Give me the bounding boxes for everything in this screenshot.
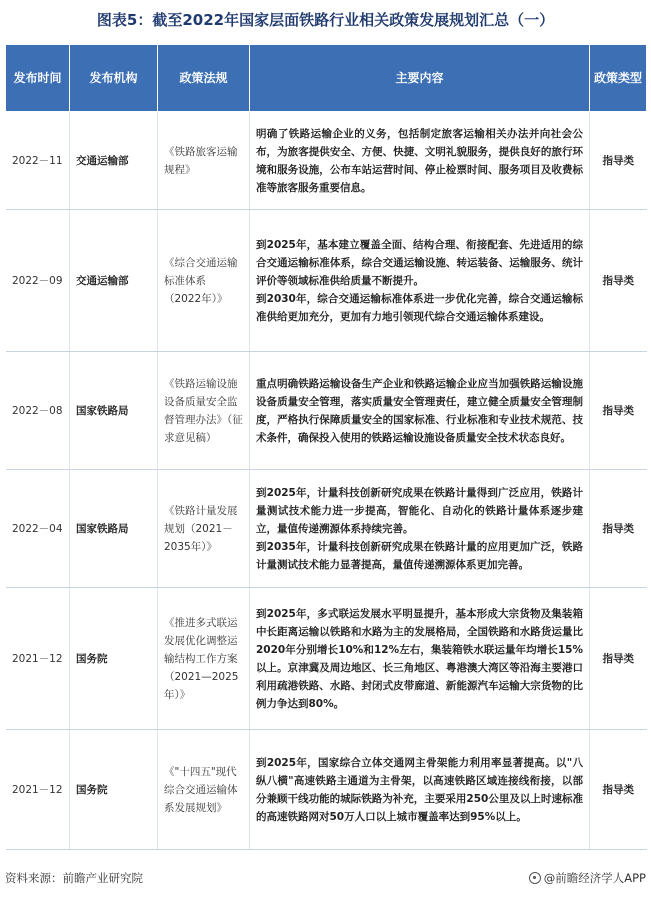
content-paragraph: 到2035年，计量科技创新研究成果在铁路计量的应用更加广泛，铁路计量测试技术能力显著提高，量值传递溯源体系更加完善。 — [256, 540, 583, 571]
cell-org: 国家铁路局 — [70, 470, 158, 588]
cell-type: 指导类 — [590, 588, 647, 730]
cell-regulation: 《铁路计量发展规划（2021－2035年）》 — [158, 470, 250, 588]
content-paragraph: 到2025年，计量科技创新研究成果在铁路计量得到广泛应用，铁路计量测试技术能力进一步提高，智能化、自动化的铁路计量体系逐步建立，量值传递溯源体系持续完善。 — [256, 486, 583, 535]
source-note: 资料来源：前瞻产业研究院 — [5, 871, 143, 885]
content-paragraph: 明确了铁路运输企业的义务，包括制定旅客运输相关办法并向社会公布，为旅客提供安全、方便、快捷、文明礼貌服务，提供良好的旅行环境和服务设施，公布车站运营时间、停止检票时间、服务项目及收费标准等旅客服务重要信息。 — [256, 127, 583, 194]
cell-type: 指导类 — [590, 210, 647, 352]
cell-content — [250, 210, 590, 352]
footer — [5, 868, 646, 888]
brand-credit — [529, 868, 646, 888]
cell-content — [250, 470, 590, 588]
cell-type: 指导类 — [590, 470, 647, 588]
cell-date: 2022－04 — [6, 470, 70, 588]
cell-date: 2021－12 — [6, 730, 70, 850]
cell-regulation: 《铁路运输设施设备质量安全监督管理办法》（征求意见稿） — [158, 352, 250, 470]
cell-regulation: 《综合交通运输标准体系（2022年）》 — [158, 210, 250, 352]
content-paragraph: 重点明确铁路运输设备生产企业和铁路运输企业应当加强铁路运输设施设备质量安全管理，落实质量安全管理责任，建立健全质量安全管理制度，严格执行保障质量安全的国家标准、行业标准和专业技术规范、技术条件，确保投入使用的铁路运输设施设备质量安全技术状态良好。 — [256, 377, 583, 444]
table-row — [6, 112, 647, 210]
content-paragraph: 到2025年，国家综合立体交通网主骨架能力利用率显著提高。以"八纵八横"高速铁路主通道为主骨架，以高速铁路区域连接线衔接，以部分兼顾干线功能的城际铁路为补充，主要采用250公里及以上时速标准的高速铁路网对50万人口以上城市覆盖率达到95%以上。 — [256, 756, 583, 823]
table-row — [6, 470, 647, 588]
cell-regulation: 《推进多式联运发展优化调整运输结构工作方案（2021—2025年）》 — [158, 588, 250, 730]
policy-table — [5, 44, 647, 850]
header-regulation: 政策法规 — [158, 45, 250, 112]
header-type: 政策类型 — [590, 45, 647, 112]
table-header-row — [6, 45, 647, 112]
cell-content — [250, 588, 590, 730]
cell-org: 交通运输部 — [70, 210, 158, 352]
cell-type: 指导类 — [590, 352, 647, 470]
cell-org: 国家铁路局 — [70, 352, 158, 470]
cell-org: 交通运输部 — [70, 112, 158, 210]
table-row — [6, 588, 647, 730]
cell-date: 2021－12 — [6, 588, 70, 730]
cell-date: 2022－09 — [6, 210, 70, 352]
cell-org: 国务院 — [70, 588, 158, 730]
content-paragraph: 到2030年，综合交通运输标准体系进一步优化完善，综合交通运输标准供给更加充分，更加有力地引领现代综合交通运输体系建设。 — [256, 292, 583, 323]
cell-date: 2022－08 — [6, 352, 70, 470]
cell-content — [250, 112, 590, 210]
table-row — [6, 730, 647, 850]
cell-regulation: 《铁路旅客运输规程》 — [158, 112, 250, 210]
table-row — [6, 210, 647, 352]
header-content: 主要内容 — [250, 45, 590, 112]
content-paragraph: 到2025年，多式联运发展水平明显提升，基本形成大宗货物及集装箱中长距离运输以铁路和水路为主的发展格局，全国铁路和水路货运量比2020年分别增长10%和12%左右，集装箱铁水联运量年均增长15%以上。京津冀及周边地区、长三角地区、粤港澳大湾区等沿海主要港口利用疏港铁路、水路、封闭式皮带廊道、新能源汽车运输大宗货物的比例力争达到80%。 — [256, 607, 583, 710]
page-title: 图表5：截至2022年国家层面铁路行业相关政策发展规划汇总（一） — [96, 11, 555, 29]
cell-type: 指导类 — [590, 730, 647, 850]
header-org: 发布机构 — [70, 45, 158, 112]
content-paragraph: 到2025年，基本建立覆盖全面、结构合理、衔接配套、先进适用的综合交通运输标准体系，综合交通运输设施、转运装备、运输服务、统计评价等领域标准供给质量不断提升。 — [256, 238, 583, 287]
cell-date: 2022－11 — [6, 112, 70, 210]
cell-content — [250, 352, 590, 470]
cell-content — [250, 730, 590, 850]
brand-logo-icon — [529, 872, 541, 884]
cell-org: 国务院 — [70, 730, 158, 850]
cell-regulation: 《"十四五"现代综合交通运输体系发展规划》 — [158, 730, 250, 850]
brand-text: @前瞻经济学人APP — [543, 871, 646, 885]
cell-type: 指导类 — [590, 112, 647, 210]
header-date: 发布时间 — [6, 45, 70, 112]
table-row — [6, 352, 647, 470]
